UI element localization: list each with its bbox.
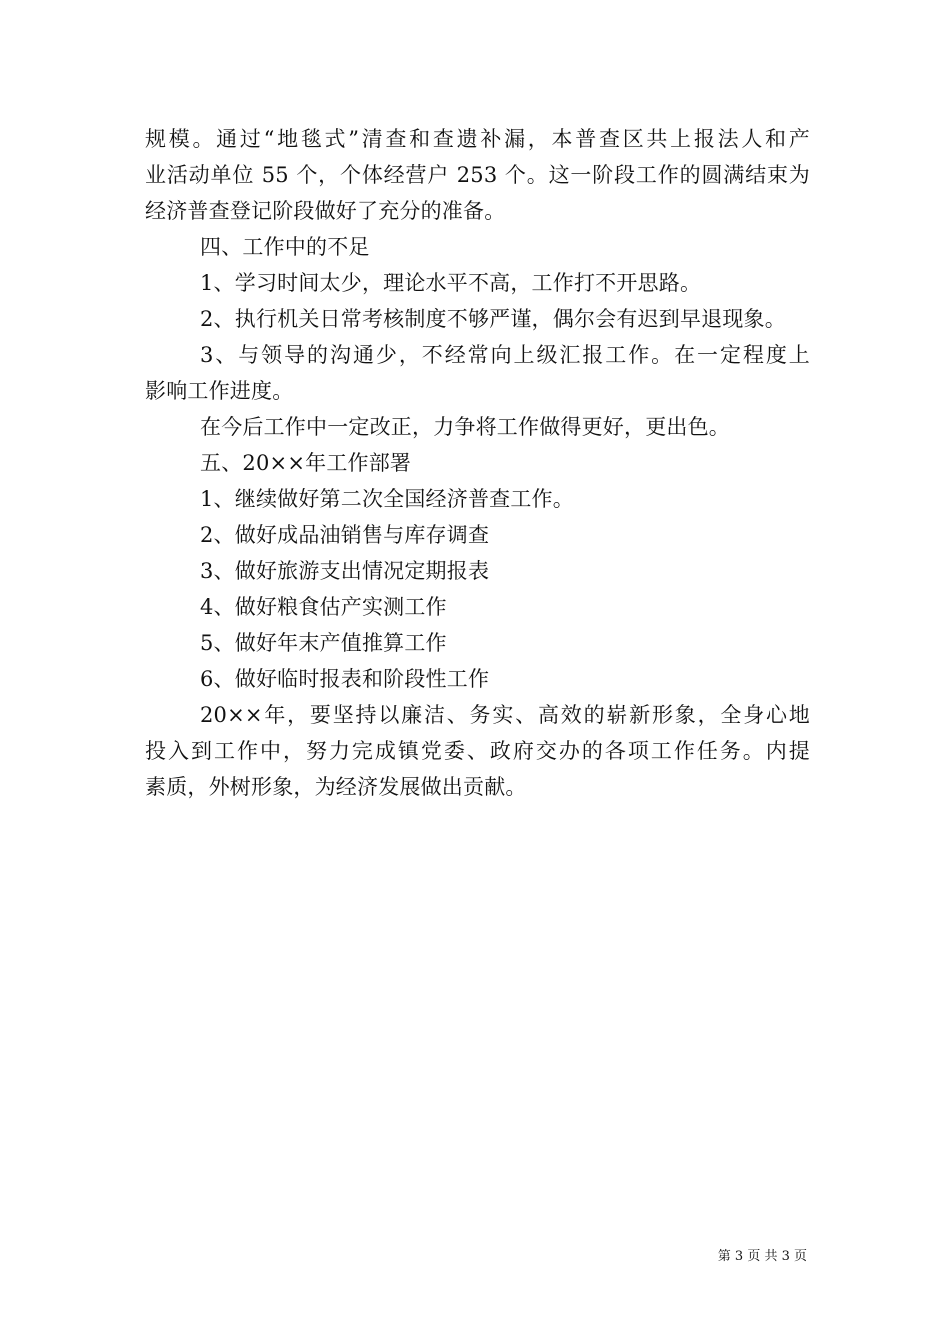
paragraph-line: 20××年，要坚持以廉洁、务实、高效的崭新形象，全身心地 xyxy=(200,703,810,727)
section-heading: 四、工作中的不足 xyxy=(200,235,370,259)
list-item: 2、执行机关日常考核制度不够严谨，偶尔会有迟到早退现象。 xyxy=(200,307,786,331)
paragraph-line: 经济普查登记阶段做好了充分的准备。 xyxy=(145,199,506,223)
paragraph-line: 规模。通过“地毯式”清查和查遗补漏，本普查区共上报法人和产 xyxy=(145,127,810,151)
list-item: 3、做好旅游支出情况定期报表 xyxy=(200,559,490,583)
list-item: 6、做好临时报表和阶段性工作 xyxy=(200,667,490,691)
list-item: 5、做好年末产值推算工作 xyxy=(200,631,447,655)
paragraph-line: 业活动单位 55 个，个体经营户 253 个。这一阶段工作的圆满结束为 xyxy=(145,163,810,187)
list-item: 2、做好成品油销售与库存调查 xyxy=(200,523,490,547)
section-heading: 五、20××年工作部署 xyxy=(200,451,412,475)
document-body xyxy=(145,121,810,805)
paragraph-line: 素质，外树形象，为经济发展做出贡献。 xyxy=(145,775,527,799)
list-item: 4、做好粮食估产实测工作 xyxy=(200,595,447,619)
paragraph-line: 投入到工作中，努力完成镇党委、政府交办的各项工作任务。内提 xyxy=(145,739,810,763)
list-item: 3、与领导的沟通少，不经常向上级汇报工作。在一定程度上 xyxy=(200,343,810,367)
list-item: 1、继续做好第二次全国经济普查工作。 xyxy=(200,487,574,511)
paragraph-line: 影响工作进度。 xyxy=(145,379,294,403)
list-item: 1、学习时间太少，理论水平不高，工作打不开思路。 xyxy=(200,271,702,295)
paragraph-line: 在今后工作中一定改正，力争将工作做得更好，更出色。 xyxy=(200,415,730,439)
page-number-footer: 第 3 页 共 3 页 xyxy=(717,1249,807,1264)
